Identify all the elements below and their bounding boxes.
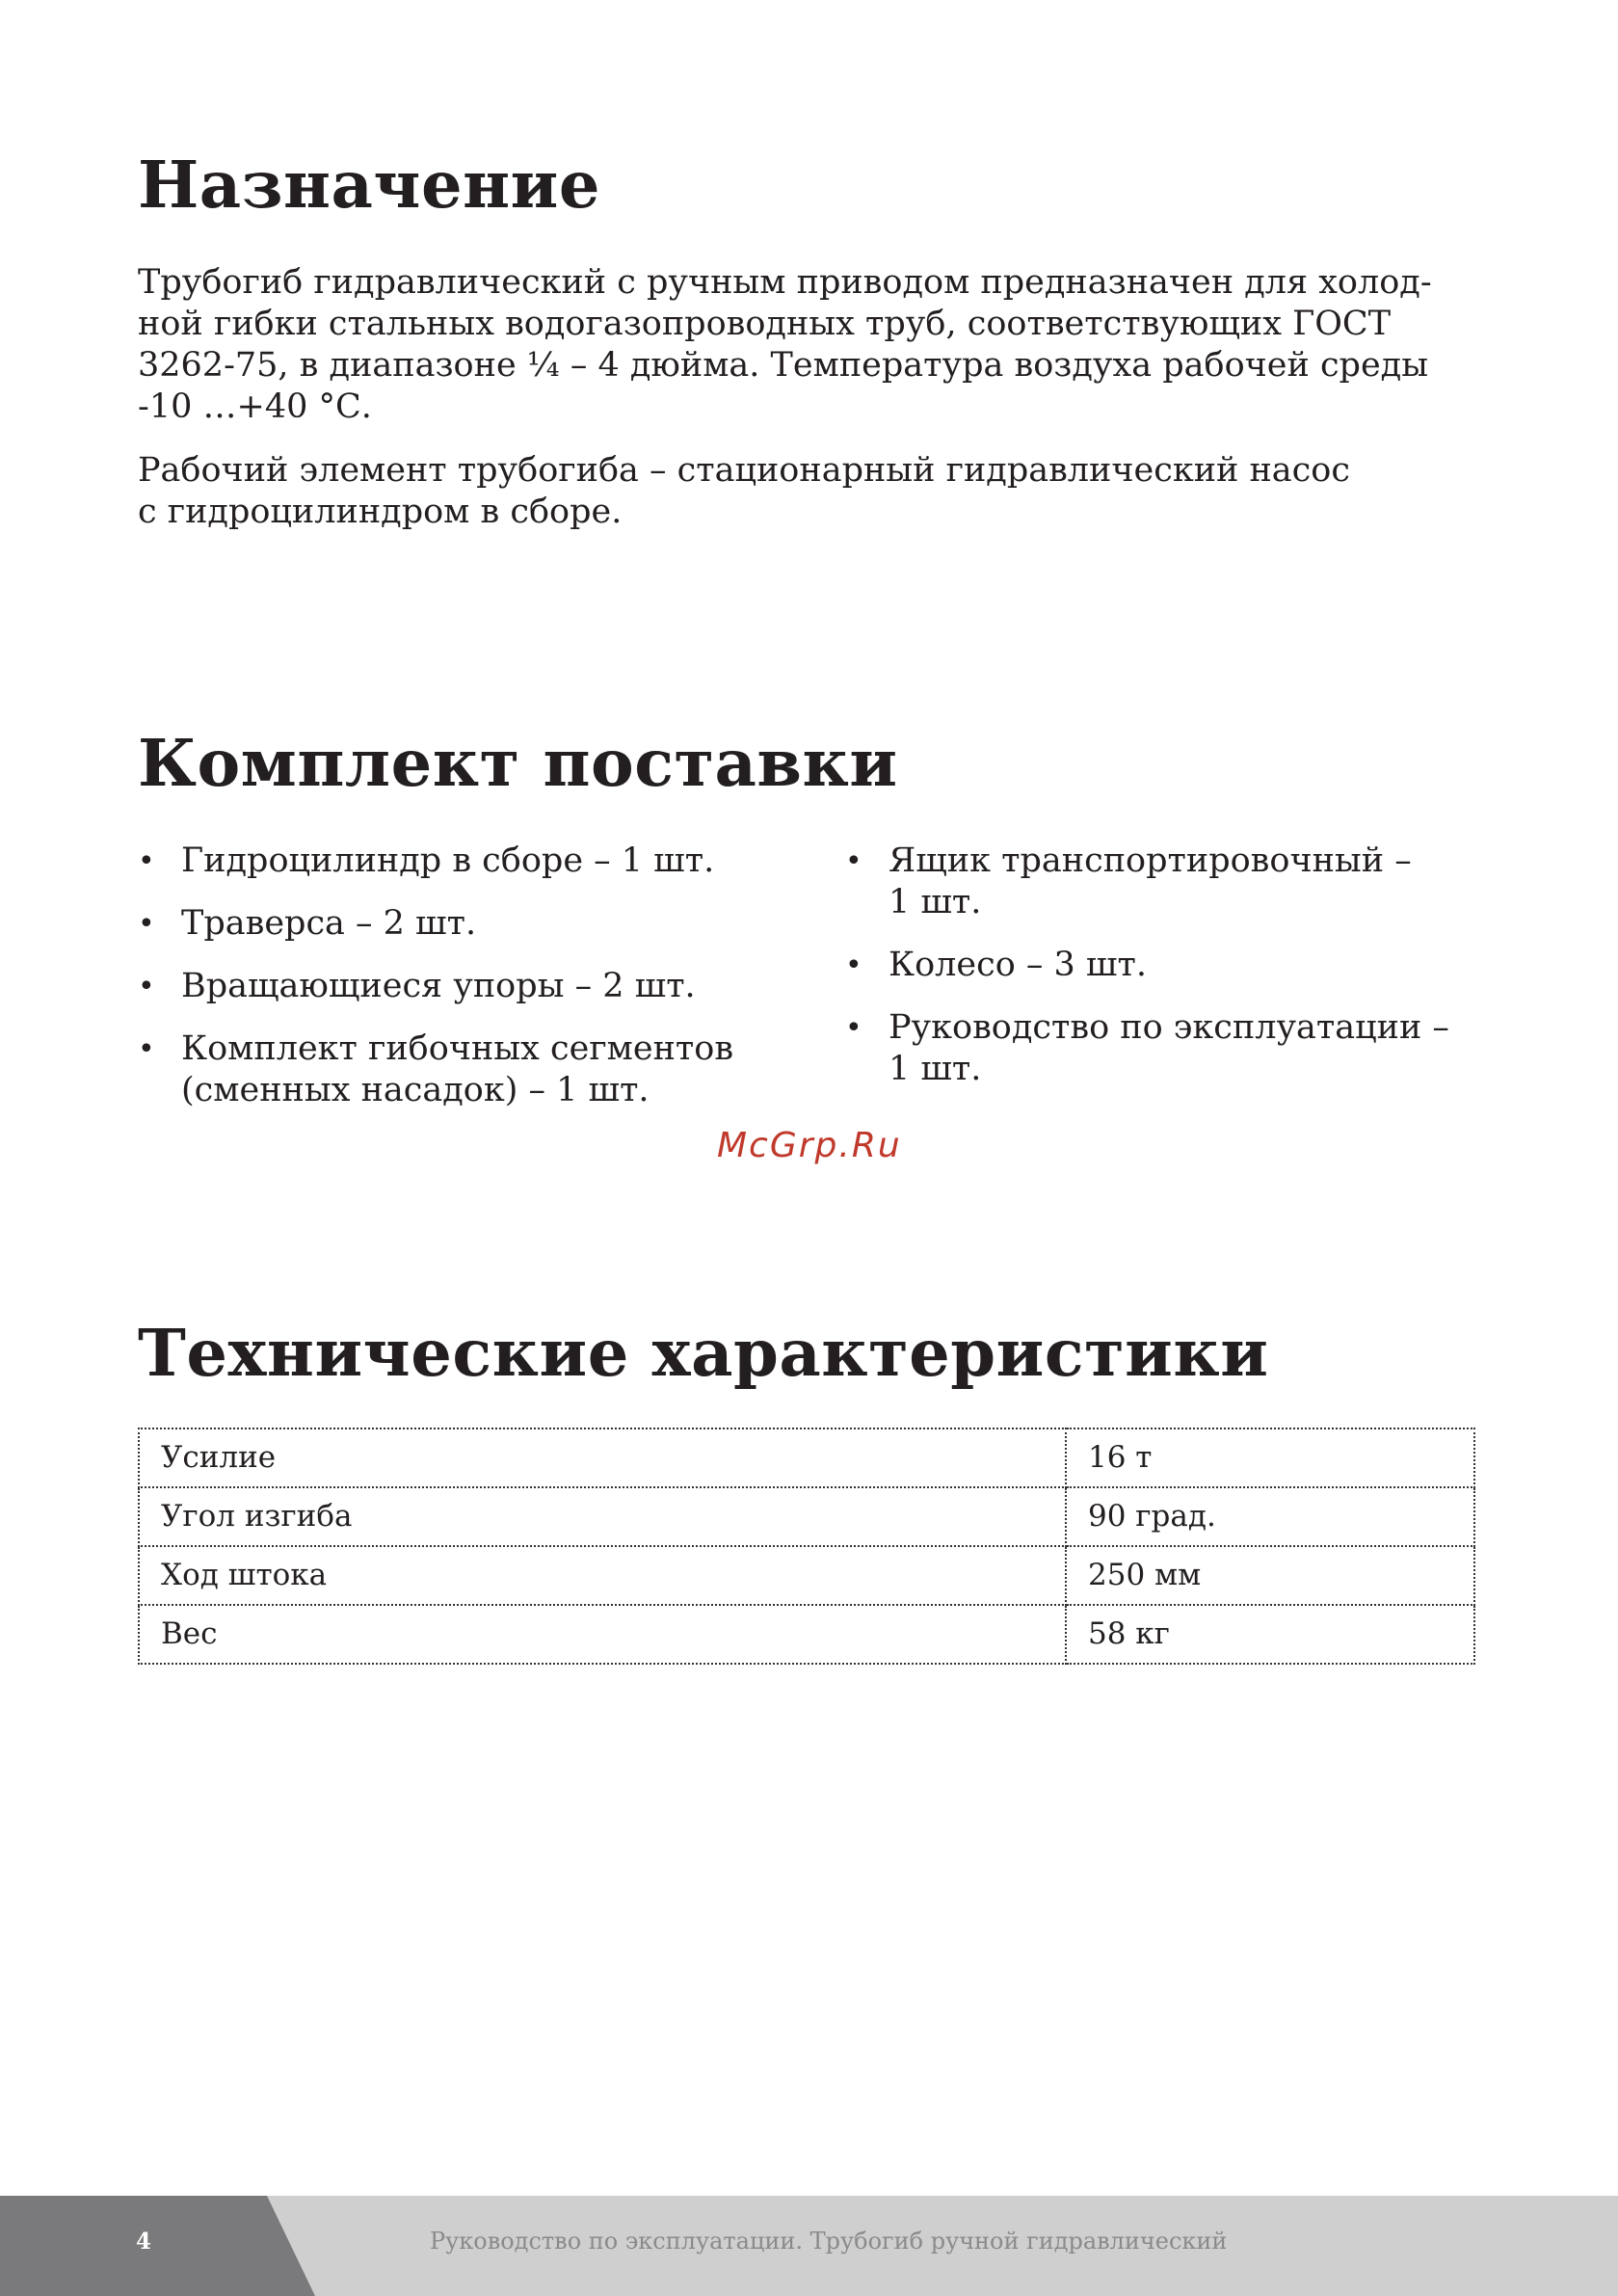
table-row [139,1428,1474,1487]
kit-heading: Комплект поставки [138,725,898,801]
spec-name: Ход штока [139,1546,1066,1605]
kit-item-text: Колесо – 3 шт. [889,946,1147,984]
purpose-paragraph-1: Трубогиб гидравлический с ручным приводом предназначен для холод- ной гибки стальных водогазопроводных труб, соответствующих ГОСТ 3262-75, в диапазоне ¼ – 4 дюйма. Температура воздуха рабочей среды -10 …+40 °С. [138,263,1432,426]
bullet-icon: • [138,907,155,941]
kit-item [845,1007,1539,1090]
kit-item [845,841,1539,923]
kit-item-text: Траверса – 2 шт. [181,904,477,943]
kit-item [845,945,1539,986]
table-row [139,1605,1474,1664]
footer-title: Руководство по эксплуатации. Трубогиб ручной гидравлический [430,2228,1228,2255]
kit-item [138,966,812,1007]
specs-heading: Технические характеристики [138,1315,1269,1391]
spec-value: 58 кг [1066,1605,1474,1664]
spec-value: 16 т [1066,1428,1474,1487]
kit-item-text: Ящик транспортировочный – 1 шт. [889,841,1412,921]
bullet-icon: • [845,948,862,982]
table-row [139,1546,1474,1605]
bullet-icon: • [138,844,155,878]
bullet-icon: • [845,844,862,878]
kit-list-right [845,841,1539,1111]
bullet-icon: • [138,1032,155,1066]
spec-name: Угол изгиба [139,1487,1066,1546]
spec-value: 250 мм [1066,1546,1474,1605]
kit-item [138,903,812,945]
kit-item [138,1028,812,1111]
specs-table [138,1428,1475,1665]
spec-name: Вес [139,1605,1066,1664]
kit-item-text: Вращающиеся упоры – 2 шт. [181,967,696,1005]
kit-item-text: Комплект гибочных сегментов (сменных насадок) – 1 шт. [181,1029,734,1109]
kit-item-text: Гидроцилиндр в сборе – 1 шт. [181,841,715,880]
kit-item-text: Руководство по эксплуатации – 1 шт. [889,1008,1449,1088]
kit-list-left [138,841,812,1133]
bullet-icon: • [845,1011,862,1045]
footer-dark-band [0,2196,315,2296]
bullet-icon: • [138,970,155,1003]
spec-value: 90 град. [1066,1487,1474,1546]
kit-item [138,841,812,882]
purpose-heading: Назначение [138,147,600,223]
table-row [139,1487,1474,1546]
spec-name: Усилие [139,1428,1066,1487]
purpose-paragraph-2: Рабочий элемент трубогиба – стационарный гидравлический насос с гидроцилиндром в сборе. [138,451,1350,531]
page-number: 4 [136,2229,152,2255]
watermark: McGrp.Ru [717,1126,902,1165]
